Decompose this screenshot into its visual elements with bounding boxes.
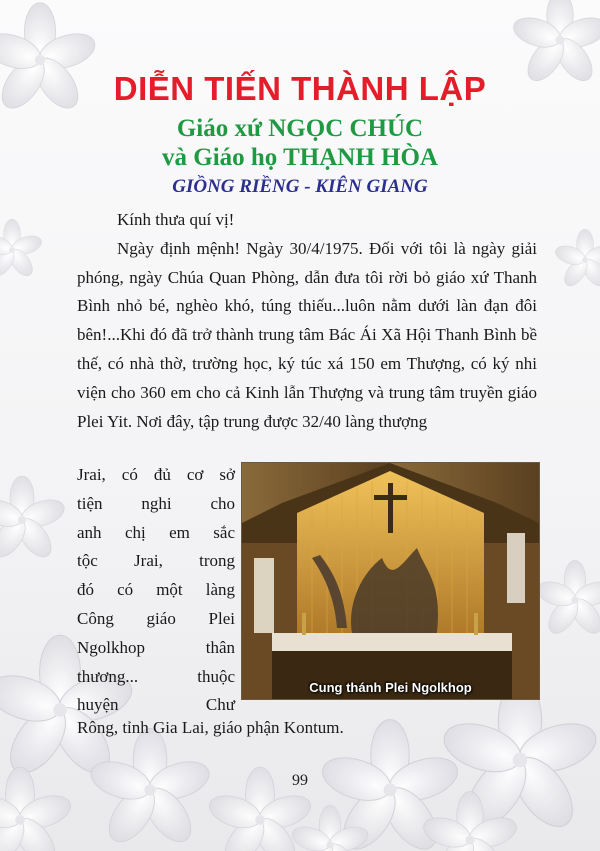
wrap-line: đó có một làng xyxy=(77,580,235,600)
photo-caption: Cung thánh Plei Ngolkhop xyxy=(309,680,472,695)
wrap-line: thương... thuộc xyxy=(77,666,235,686)
wrap-column xyxy=(77,461,235,720)
wrap-line: anh chị em sắc xyxy=(77,522,235,542)
wrap-line: Jrai, có đủ cơ sở xyxy=(77,465,235,484)
wrap-line: huyện Chư xyxy=(77,695,235,715)
page-number: 99 xyxy=(292,772,308,789)
sanctuary-photo xyxy=(241,462,540,700)
subtitle-subparish: và Giáo họ THẠNH HÒA xyxy=(162,144,438,171)
wrap-line: Ngolkhop thân xyxy=(77,637,235,657)
main-paragraph: Ngày định mệnh! Ngày 30/4/1975. Đối với tôi là ngày giải phóng, ngày Chúa Quan Phòng, dẫn đưa tôi rời bỏ giáo xứ Thanh Bình nhỏ bé, nghèo khó, túng thiếu...luôn nằm dưới làn đạn đôi bên!...Khi đó đã trở thành trung tâm Bác Ái Xã Hội Thanh Bình bề thế, có nhà thờ, trường học, ký túc xá 150 em Thượng, có ký nhi viện cho 360 em cho cả Kinh lẫn Thượng và trung tâm truyền giáo Plei Yit. Nơi đây, tập trung được 32/40 làng thượng xyxy=(77,238,537,431)
page-title: DIỄN TIẾN THÀNH LẬP xyxy=(113,70,487,107)
wrap-line: tiện nghi cho xyxy=(77,493,235,513)
last-line: Rông, tỉnh Gia Lai, giáo phận Kontum. xyxy=(77,718,344,737)
sanctuary-illustration xyxy=(242,463,539,699)
body-text xyxy=(77,206,537,436)
greeting: Kính thưa quí vị! xyxy=(117,210,235,229)
subtitle-parish: Giáo xứ NGỌC CHÚC xyxy=(176,115,424,142)
wrap-line: Công giáo Plei xyxy=(77,608,235,628)
subtitle-location: GIỒNG RIỀNG - KIÊN GIANG xyxy=(172,176,428,197)
wrap-line: tộc Jrai, trong xyxy=(77,551,235,571)
